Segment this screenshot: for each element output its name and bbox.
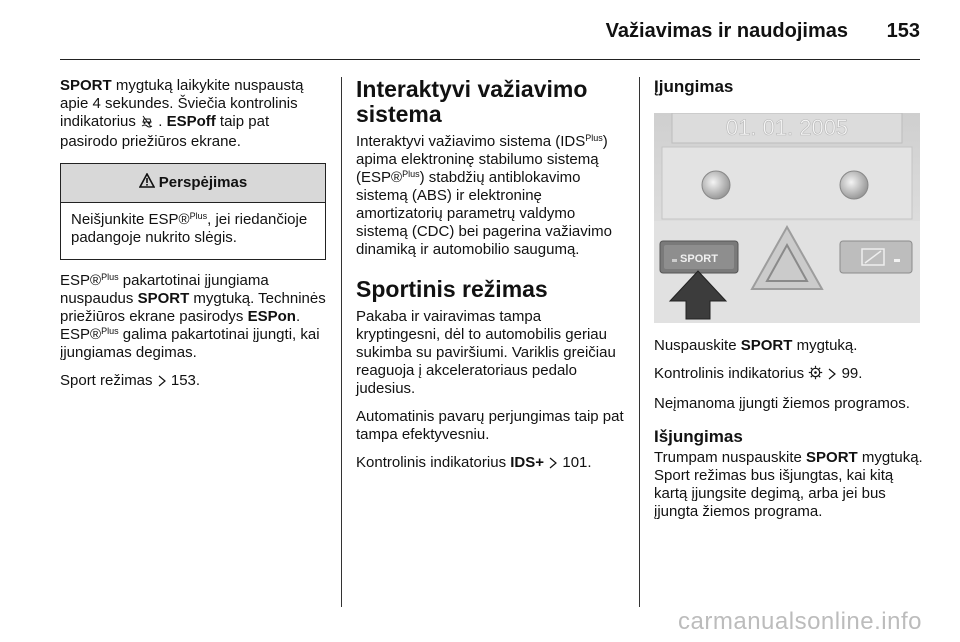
warning-text: Neišjunkite ESP®$^{Plus}$, jei riedančioje padangoje nukrito slėgis. <box>71 211 308 246</box>
ids-plus-indicator-icon <box>808 365 823 385</box>
header-divider <box>60 59 920 60</box>
paragraph-winter-unavailable: Neįmanoma įjungti žiemos programos. <box>654 395 910 412</box>
page-link[interactable]: 99. <box>841 365 863 382</box>
sport-button-label: SPORT <box>680 253 718 265</box>
paragraph-esp-reactivate: ESP®$^{Plus}$ pakartotinai įjungiama nuspaudus SPORT mygtuką. Techninės priežiūros ekrane pasirodys ESPon. ESP®$^{Plus}$ galima pakartotinai įjungti, kai įjungiamas degimas. <box>60 272 326 361</box>
paragraph-ids-intro: Interaktyvi važiavimo sistema $(IDS^{Plus})$ apima elektroninę stabilumo sistemą (ESP®$^{Plus}$) stabdžių antiblokavimo sistemą (ABS) ir elektroninę amortizatorių parametrų valdymo sistemą (CDC) bei pagerina važiavimo dinamiką ir automobilio saugumą. <box>356 133 612 258</box>
paragraph-sport-gearbox: Automatinis pavarų perjungimas taip pat tampa efektyvesniu. <box>356 408 624 443</box>
section-heading-sport: Sportinis režimas <box>356 276 548 302</box>
paragraph-deactivate: Trumpam nuspauskite SPORT mygtuką. Sport režimas bus išjungtas, kai kitą kartą įjungsite degimą, arba jei bus įjungta žiemos programa. <box>654 449 923 520</box>
left-column <box>60 77 326 402</box>
paragraph-press-sport: Nuspauskite SPORT mygtuką. <box>654 337 858 354</box>
sport-button-photo <box>654 113 920 323</box>
paragraph-sport-ref: Sport režimas 153. <box>60 372 326 392</box>
paragraph-sport-suspension: Pakaba ir vairavimas tampa kryptingesni, dėl to automobilis geriau sukimba su paviršiumi. Variklis greičiau reaguoja į akceleratoriaus pedalo judesius. <box>356 308 616 397</box>
clock-display-text: 01. 01. 2005 <box>725 115 849 140</box>
warning-box <box>60 163 326 260</box>
warning-header <box>61 164 325 203</box>
middle-column <box>356 77 626 484</box>
right-column <box>654 77 926 531</box>
warning-triangle-icon <box>139 173 159 193</box>
page-reference-icon <box>157 374 167 392</box>
paragraph-sport-hold: SPORT mygtuką laikykite nuspaustą apie 4 sekundes. Šviečia kontrolinis indikatorius . ESPoff taip pat pasirodo priežiūros ekrane. <box>60 77 304 150</box>
watermark: carmanualsonline.info <box>678 608 922 635</box>
page-link[interactable]: 101. <box>562 454 592 471</box>
page-reference-icon <box>548 456 558 474</box>
section-heading-ids: Interaktyvi važiavimo sistema <box>356 76 588 127</box>
page-link[interactable]: 153. <box>170 372 201 389</box>
chapter-title: Važiavimas ir naudojimas <box>605 20 848 42</box>
page-number: 153 <box>886 20 920 42</box>
paragraph-indicator: Kontrolinis indikatorius 99. <box>654 365 926 385</box>
page-reference-icon <box>827 367 837 385</box>
paragraph-ids-indicator: Kontrolinis indikatorius IDS+ 101. <box>356 454 626 474</box>
page-header <box>60 0 920 60</box>
subheading-activation: Įjungimas <box>654 77 734 96</box>
warning-title: Perspėjimas <box>158 174 248 191</box>
column-divider-left <box>341 77 342 607</box>
subheading-deactivation: Išjungimas <box>654 427 743 446</box>
column-divider-right <box>639 77 640 607</box>
esp-off-car-icon <box>140 114 154 133</box>
